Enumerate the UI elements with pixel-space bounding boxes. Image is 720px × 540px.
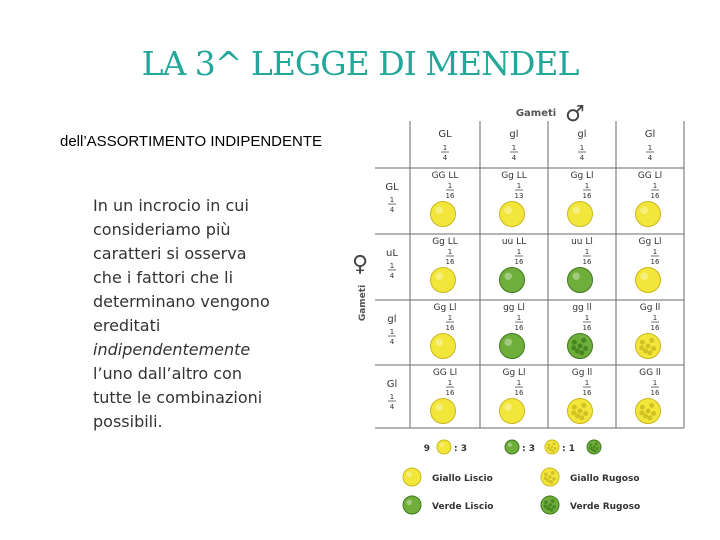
pea-icon-shine xyxy=(505,404,513,412)
pea-icon xyxy=(500,268,525,293)
col-gamete-label: Gl xyxy=(644,129,656,140)
cell-genotype: uu LL xyxy=(501,237,527,247)
pea-icon-wrinkle xyxy=(551,471,555,475)
cell-genotype: Gg Ll xyxy=(433,303,457,313)
cell-genotype: GG ll xyxy=(639,368,661,378)
pea-icon-wrinkle xyxy=(589,447,592,450)
cell-frac-den: 16 xyxy=(650,324,660,332)
cell-frac-den: 16 xyxy=(582,192,592,200)
pea-icon-shine xyxy=(407,472,412,477)
pea-icon-wrinkle xyxy=(640,340,645,345)
pea-icon-wrinkle xyxy=(578,409,583,414)
cell-frac-num: 1 xyxy=(652,379,658,387)
pea-icon-wrinkle xyxy=(596,447,599,450)
legend-label: Giallo Liscio xyxy=(432,474,493,484)
pea-icon-shine xyxy=(436,404,444,412)
cell-frac-den: 16 xyxy=(582,324,592,332)
cell-frac-num: 1 xyxy=(447,314,453,322)
cell-frac-num: 1 xyxy=(584,379,590,387)
pea-icon-wrinkle xyxy=(583,346,588,351)
cell-genotype: GG Ll xyxy=(432,368,458,378)
pea-icon-wrinkle xyxy=(572,340,577,345)
row-gamete-frac-den: 4 xyxy=(389,272,395,280)
cell-genotype: GG LL xyxy=(431,171,459,181)
pea-icon-wrinkle xyxy=(547,444,550,447)
cell-frac-num: 1 xyxy=(516,379,522,387)
pea-icon-wrinkle xyxy=(550,480,554,484)
pea-icon-wrinkle xyxy=(548,475,552,479)
cell-genotype: Gg Ll xyxy=(502,368,526,378)
pea-icon-wrinkle xyxy=(548,503,552,507)
body-line: caratteri si osserva xyxy=(93,244,247,263)
pea-icon-wrinkle xyxy=(550,508,554,512)
pea-icon-shine xyxy=(436,207,444,215)
body-line: In un incrocio in cui xyxy=(93,196,249,215)
cell-frac-num: 1 xyxy=(516,314,522,322)
cell-frac-den: 16 xyxy=(582,258,592,266)
pea-icon-wrinkle xyxy=(552,477,556,481)
cell-frac-den: 16 xyxy=(514,389,524,397)
row-gamete-frac-den: 4 xyxy=(389,338,395,346)
pea-icon-wrinkle xyxy=(647,415,652,420)
row-gamete-label: GL xyxy=(385,182,399,193)
pea-icon-wrinkle xyxy=(593,446,596,449)
cell-frac-num: 1 xyxy=(584,314,590,322)
cell-genotype: Gg ll xyxy=(571,368,593,378)
cell-frac-den: 16 xyxy=(650,258,660,266)
cell-frac-num: 1 xyxy=(516,182,522,190)
ratio-value: 9 xyxy=(423,444,430,454)
pea-icon xyxy=(403,496,421,514)
pea-icon-wrinkle xyxy=(649,403,654,408)
row-gamete-label: gl xyxy=(387,314,397,325)
pea-icon-wrinkle xyxy=(544,501,548,505)
cell-genotype: Gg Ll xyxy=(638,237,662,247)
pea-icon-wrinkle xyxy=(552,505,556,509)
pea-icon-wrinkle xyxy=(551,499,555,503)
pea-icon-wrinkle xyxy=(589,444,592,447)
pea-icon-wrinkle xyxy=(649,338,654,343)
pea-icon-wrinkle xyxy=(579,350,584,355)
pea-icon-shine xyxy=(505,207,513,215)
pea-icon-shine xyxy=(573,207,581,215)
pea-icon-wrinkle xyxy=(581,403,586,408)
pea-icon xyxy=(437,440,451,454)
pea-icon-shine xyxy=(573,273,581,281)
col-gamete-label: gl xyxy=(509,129,519,140)
pea-icon-shine xyxy=(641,273,649,281)
pea-icon xyxy=(568,268,593,293)
pea-icon-shine xyxy=(505,339,513,347)
col-gamete-frac-den: 4 xyxy=(511,154,517,162)
cell-frac-num: 1 xyxy=(447,379,453,387)
col-gamete-frac-den: 4 xyxy=(647,154,653,162)
cell-frac-den: 16 xyxy=(514,324,524,332)
body-line: possibili. xyxy=(93,412,163,431)
pea-icon xyxy=(431,399,456,424)
pea-icon-wrinkle xyxy=(572,405,577,410)
legend-label: Verde Liscio xyxy=(432,502,494,512)
row-gamete-frac-num: 1 xyxy=(389,196,395,204)
pea-icon xyxy=(636,202,661,227)
cell-frac-num: 1 xyxy=(447,248,453,256)
cell-frac-num: 1 xyxy=(652,182,658,190)
col-gamete-frac-num: 1 xyxy=(579,144,585,152)
pea-icon xyxy=(500,202,525,227)
cell-frac-den: 16 xyxy=(514,258,524,266)
pea-icon-shine xyxy=(436,273,444,281)
cell-genotype: Gg LL xyxy=(432,237,458,247)
pea-icon-wrinkle xyxy=(571,410,576,415)
cell-frac-den: 16 xyxy=(445,324,455,332)
pea-icon-wrinkle xyxy=(647,350,652,355)
pea-icon-wrinkle xyxy=(640,405,645,410)
body-line: che i fattori che li xyxy=(93,268,234,287)
pea-icon-wrinkle xyxy=(639,345,644,350)
cell-frac-den: 16 xyxy=(650,389,660,397)
pea-icon xyxy=(431,334,456,359)
col-gamete-frac-num: 1 xyxy=(511,144,517,152)
body-paragraph xyxy=(93,194,358,434)
cell-frac-num: 1 xyxy=(584,248,590,256)
pea-icon-wrinkle xyxy=(594,449,597,452)
male-icon: ♂ xyxy=(565,102,585,127)
pea-icon-wrinkle xyxy=(595,442,598,445)
cell-genotype: GG Ll xyxy=(637,171,663,181)
pea-icon-wrinkle xyxy=(571,345,576,350)
cell-frac-den: 16 xyxy=(445,192,455,200)
col-gamete-frac-den: 4 xyxy=(579,154,585,162)
cell-frac-den: 16 xyxy=(445,389,455,397)
cell-genotype: Gg ll xyxy=(639,303,661,313)
body-line: indipendentemente xyxy=(93,340,251,359)
body-line: consideriamo più xyxy=(93,220,231,239)
punnett-square-diagram xyxy=(340,95,685,530)
cell-frac-num: 1 xyxy=(652,314,658,322)
row-gamete-label: Gl xyxy=(386,379,398,390)
cell-genotype: Gg Ll xyxy=(570,171,594,181)
row-gamete-frac-den: 4 xyxy=(389,206,395,214)
gametes-side-label: Gameti xyxy=(358,284,368,322)
pea-icon-wrinkle xyxy=(651,411,656,416)
ratio-sep: : 1 xyxy=(562,444,575,454)
body-line: tutte le combinazioni xyxy=(93,388,263,407)
pea-icon-shine xyxy=(407,500,412,505)
pea-icon-wrinkle xyxy=(646,409,651,414)
body-line: l’uno dall’altro con xyxy=(93,364,242,383)
col-gamete-label: GL xyxy=(438,129,452,140)
pea-icon-shine xyxy=(436,339,444,347)
pea-icon-wrinkle xyxy=(551,446,554,449)
legend-label: Giallo Rugoso xyxy=(570,474,640,484)
pea-icon-shine xyxy=(440,443,444,447)
cell-genotype: gg Ll xyxy=(503,303,525,313)
row-gamete-frac-num: 1 xyxy=(389,262,395,270)
row-gamete-frac-num: 1 xyxy=(389,393,395,401)
pea-icon-wrinkle xyxy=(544,477,548,481)
pea-icon-wrinkle xyxy=(554,447,557,450)
page-subtitle: dell’ASSORTIMENTO INDIPENDENTE xyxy=(60,133,322,150)
pea-icon-wrinkle xyxy=(579,415,584,420)
body-line: determinano vengono xyxy=(93,292,270,311)
pea-icon-shine xyxy=(641,207,649,215)
pea-icon xyxy=(500,399,525,424)
female-icon: ♀ xyxy=(351,252,369,277)
cell-frac-num: 1 xyxy=(516,248,522,256)
cell-frac-num: 1 xyxy=(447,182,453,190)
cell-frac-num: 1 xyxy=(652,248,658,256)
pea-icon-wrinkle xyxy=(639,410,644,415)
ratio-sep: : 3 xyxy=(522,444,535,454)
pea-icon xyxy=(403,468,421,486)
row-gamete-frac-num: 1 xyxy=(389,328,395,336)
pea-icon xyxy=(636,268,661,293)
pea-icon xyxy=(431,268,456,293)
col-gamete-label: gl xyxy=(577,129,587,140)
cell-genotype: gg ll xyxy=(572,303,592,313)
cell-frac-den: 16 xyxy=(582,389,592,397)
pea-icon-wrinkle xyxy=(578,344,583,349)
row-gamete-frac-den: 4 xyxy=(389,403,395,411)
ratio-sep: : 3 xyxy=(454,444,467,454)
pea-icon xyxy=(500,334,525,359)
legend-label: Verde Rugoso xyxy=(570,502,641,512)
pea-icon xyxy=(568,202,593,227)
pea-icon-wrinkle xyxy=(553,442,556,445)
pea-icon-wrinkle xyxy=(552,449,555,452)
cell-genotype: uu Ll xyxy=(571,237,593,247)
page-title: LA 3^ LEGGE DI MENDEL xyxy=(141,44,579,83)
pea-icon xyxy=(505,440,519,454)
pea-icon-shine xyxy=(508,443,512,447)
pea-icon-wrinkle xyxy=(547,447,550,450)
pea-icon-wrinkle xyxy=(544,473,548,477)
body-line: ereditati xyxy=(93,316,161,335)
pea-icon-wrinkle xyxy=(544,505,548,509)
cell-frac-den: 16 xyxy=(445,258,455,266)
col-gamete-frac-den: 4 xyxy=(442,154,448,162)
cell-frac-den: 16 xyxy=(650,192,660,200)
pea-icon-wrinkle xyxy=(583,411,588,416)
pea-icon-wrinkle xyxy=(651,346,656,351)
cell-genotype: Gg LL xyxy=(501,171,527,181)
pea-icon xyxy=(431,202,456,227)
cell-frac-den: 13 xyxy=(514,192,524,200)
gametes-top-label: Gameti xyxy=(515,108,557,119)
pea-icon-shine xyxy=(505,273,513,281)
col-gamete-frac-num: 1 xyxy=(647,144,653,152)
pea-icon-wrinkle xyxy=(646,344,651,349)
col-gamete-frac-num: 1 xyxy=(442,144,448,152)
pea-icon-wrinkle xyxy=(581,338,586,343)
row-gamete-label: uL xyxy=(386,248,398,259)
cell-frac-num: 1 xyxy=(584,182,590,190)
